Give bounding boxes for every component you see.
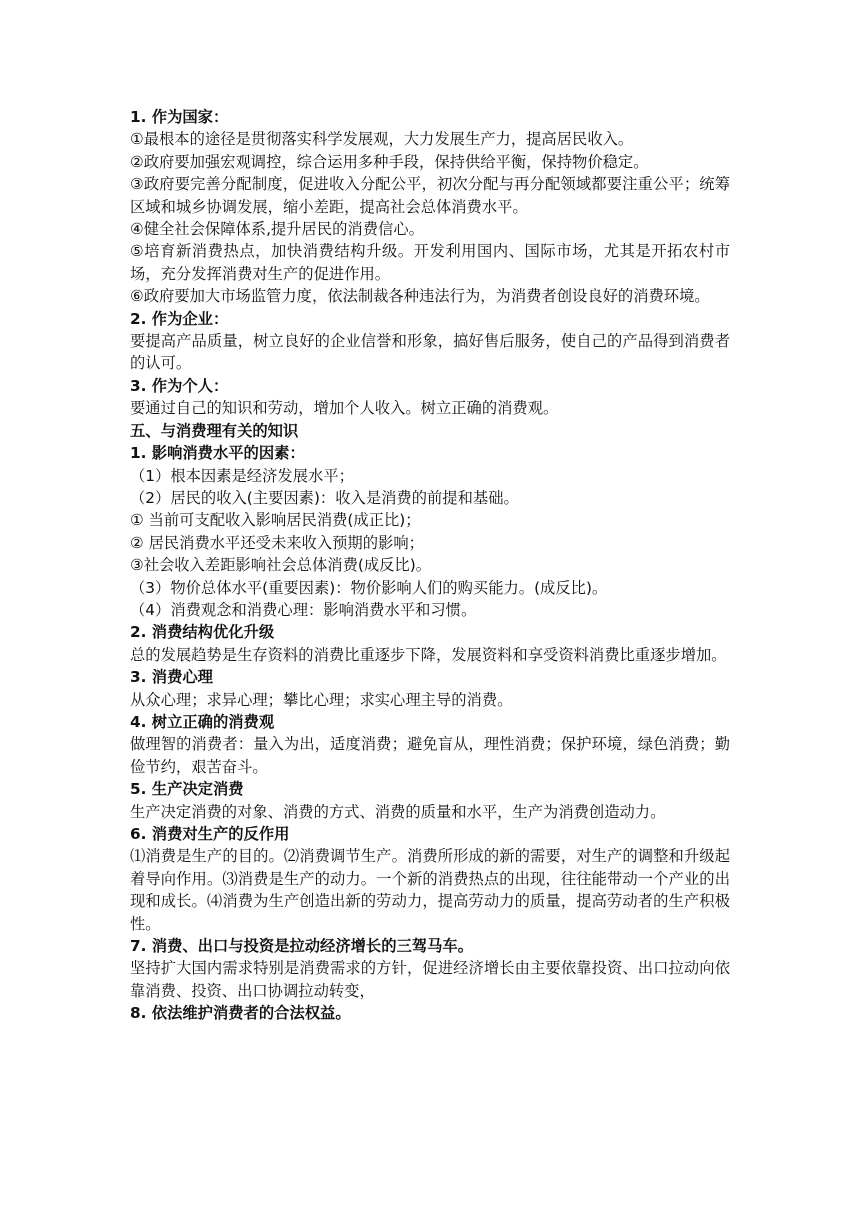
paragraph: 总的发展趋势是生存资料的消费比重逐步下降，发展资料和享受资料消费比重逐步增加。 <box>130 645 727 664</box>
document-page <box>130 106 730 1025</box>
paragraph: ④健全社会保障体系,提升居民的消费信心。 <box>130 220 424 239</box>
paragraph: 做理智的消费者：量入为出，适度消费；避免盲从，理性消费；保护环境，绿色消费；勤俭节约，艰苦奋斗。 <box>130 735 730 776</box>
list-item: （2）居民的收入(主要因素)：收入是消费的前提和基础。 <box>130 488 519 507</box>
subsection-heading: 7. 消费、出口与投资是拉动经济增长的三驾马车。 <box>130 937 474 956</box>
subsection-heading: 2. 消费结构优化升级 <box>130 623 275 642</box>
list-item: ③社会收入差距影响社会总体消费(成反比)。 <box>130 556 431 575</box>
subsection-heading: 4. 树立正确的消费观 <box>130 712 275 731</box>
paragraph: ②政府要加强宏观调控，综合运用多种手段，保持供给平衡，保持物价稳定。 <box>130 152 649 171</box>
section-heading-enterprise: 2. 作为企业： <box>130 309 229 328</box>
subsection-heading: 6. 消费对生产的反作用 <box>130 825 290 843</box>
list-item: （4）消费观念和消费心理：影响消费水平和习惯。 <box>130 600 477 619</box>
part-heading: 五、与消费理有关的知识 <box>130 421 299 440</box>
subsection-heading: 3. 消费心理 <box>130 668 213 687</box>
section-heading-state: 1. 作为国家： <box>130 108 229 126</box>
list-item: （3）物价总体水平(重要因素)：物价影响人们的购买能力。(成反比)。 <box>130 578 608 597</box>
paragraph: 要通过自己的知识和劳动，增加个人收入。树立正确的消费观。 <box>130 399 559 418</box>
paragraph: 要提高产品质量，树立良好的企业信誉和形象，搞好售后服务，使自己的产品得到消费者的认可。 <box>130 332 730 373</box>
subsection-heading: 1. 影响消费水平的因素： <box>130 444 305 463</box>
list-item: ② 居民消费水平还受未来收入预期的影响； <box>130 533 424 552</box>
section-heading-individual: 3. 作为个人： <box>130 376 229 395</box>
paragraph: 坚持扩大国内需求特别是消费需求的方针，促进经济增长由主要依靠投资、出口拉动向依靠消费、投资、出口协调拉动转变， <box>130 959 730 1000</box>
paragraph: ①最根本的途径是贯彻落实科学发展观，大力发展生产力，提高居民收入。 <box>130 130 634 149</box>
paragraph: ⑴消费是生产的目的。⑵消费调节生产。消费所形成的新的需要，对生产的调整和升级起着导向作用。⑶消费是生产的动力。一个新的消费热点的出现，往往能带动一个产业的出现和成长。⑷消费为生产创造出新的劳动力，提高劳动力的质量，提高劳动者的生产积极性。 <box>130 847 730 933</box>
paragraph: ⑤培育新消费热点，加快消费结构升级。开发利用国内、国际市场，尤其是开拓农村市场，充分发挥消费对生产的促进作用。 <box>130 242 730 283</box>
paragraph: 从众心理；求异心理；攀比心理；求实心理主导的消费。 <box>130 690 513 709</box>
list-item: ① 当前可支配收入影响居民消费(成正比)； <box>130 511 421 530</box>
list-item: （1）根本因素是经济发展水平； <box>130 466 354 485</box>
paragraph: ③政府要完善分配制度，促进收入分配公平，初次分配与再分配领域都要注重公平；统筹区域和城乡协调发展，缩小差距，提高社会总体消费水平。 <box>130 175 730 216</box>
subsection-heading: 5. 生产决定消费 <box>130 780 244 799</box>
paragraph: 生产决定消费的对象、消费的方式、消费的质量和水平，生产为消费创造动力。 <box>130 802 666 821</box>
subsection-heading: 8. 依法维护消费者的合法权益。 <box>130 1004 351 1023</box>
paragraph: ⑥政府要加大市场监管力度，依法制裁各种违法行为，为消费者创设良好的消费环境。 <box>130 287 710 306</box>
